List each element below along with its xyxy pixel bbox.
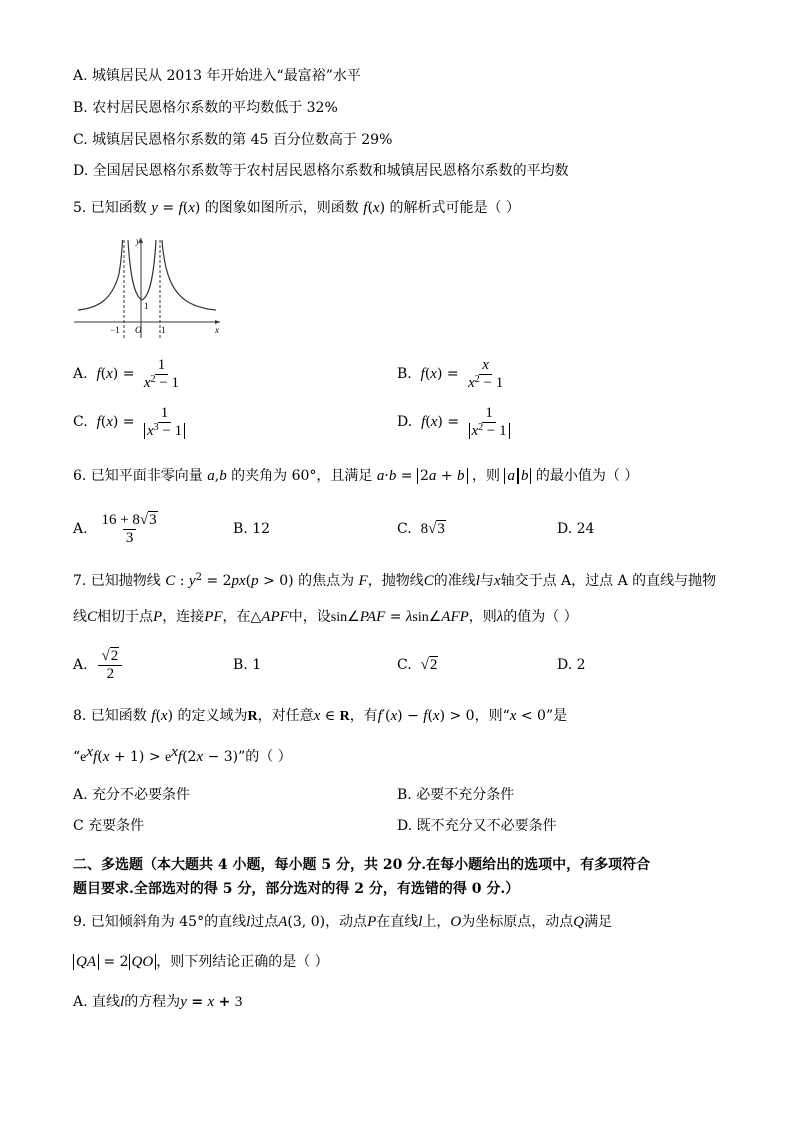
- q7-option-a: A. $\frac{√2}{2}$: [73, 643, 124, 687]
- q7-stem-line1: 7. 已知抛物线 C : $y^2 = 2px(p > 0)$ 的焦点为 F，抛物线C的准线l与x轴交于点 A，过点 A 的直线与抛物: [73, 572, 717, 589]
- q6-option-d: D. 24: [557, 521, 595, 537]
- graph-label-one-x: 1: [161, 325, 166, 335]
- q8-stem-line1: 8. 已知函数 f(x) 的定义域为R，对任意x ∈ R，有f′(x) − f(x) > 0，则“x < 0”是: [73, 708, 568, 724]
- graph-label-origin: O: [135, 325, 142, 335]
- q6-option-b: B. 12: [233, 521, 271, 537]
- q4-option-d: D. 全国居民恩格尔系数等于农村居民恩格尔系数和城镇居民恩格尔系数的平均数: [73, 163, 569, 179]
- q5-option-d: D. f(x) = $\frac{1}{x^2 - 1}$: [397, 402, 515, 442]
- section2-heading-line1: 二、多选题（本大题共 4 小题，每小题 5 分，共 20 分.在每小题给出的选项中，有多项符合: [73, 857, 651, 873]
- q4-option-c: C. 城镇居民恩格尔系数的第 45 百分位数高于 29%: [73, 132, 393, 148]
- section2-heading-line2: 题目要求.全部选对的得 5 分，部分选对的得 2 分，有选错的得 0 分.）: [73, 881, 520, 897]
- q9-stem-line2: QA = 2 QO ，则下列结论正确的是（ ）: [73, 952, 329, 972]
- q4-option-b: B. 农村居民恩格尔系数的平均数低于 32%: [73, 100, 338, 116]
- q8-option-d: D. 既不充分又不必要条件: [397, 818, 557, 834]
- q4-option-a: A. 城镇居民从 2013 年开始进入“最富裕”水平: [73, 68, 361, 84]
- q6-option-c: C. 8√3: [397, 521, 445, 537]
- graph-label-one-y: 1: [144, 301, 149, 311]
- q5-option-b: B. f(x) = $\frac{x}{x^2 - 1}$: [397, 356, 504, 391]
- q6-stem: 6. 已知平面非零向量 a,b 的夹角为 60°，且满足 a·b = 2a + b ，则 a b 的最小值为（ ）: [73, 468, 639, 484]
- q5-option-c: C. f(x) = $\frac{1}{x^3 - 1}$: [73, 402, 190, 442]
- q9-option-a: A. 直线l的方程为y = x + 3: [73, 994, 243, 1010]
- q6-option-a: A. $\frac{16 + 8√3}{3}$: [73, 511, 157, 546]
- q7-option-b: B. 1: [233, 657, 262, 673]
- q8-option-c: C 充要条件: [73, 818, 145, 834]
- q7-option-d: D. 2: [557, 657, 586, 673]
- graph-label-y: y: [136, 236, 140, 246]
- q9-stem-line1: 9. 已知倾斜角为 45°的直线l过点A(3, 0)，动点P在直线l上，O为坐标原点，动点Q满足: [73, 914, 613, 930]
- q5-stem: 5. 已知函数 y = f(x) 的图象如图所示，则函数 f(x) 的解析式可能是（ ）: [73, 200, 520, 216]
- q5-option-a: A. f(x) = $\frac{1}{x^2 - 1}$: [73, 356, 180, 391]
- q7-stem-line2: 线C相切于点P，连接PF，在△APF中，设sin∠PAF = λsin∠AFP，则λ的值为（ ）: [73, 609, 578, 625]
- q5-function-graph: [72, 234, 224, 340]
- q7-option-c: C. √2: [397, 657, 438, 673]
- graph-label-x: x: [215, 325, 219, 335]
- q8-option-b: B. 必要不充分条件: [397, 787, 515, 803]
- q8-stem-line2: “$e^xf(x + 1) > e^xf(2x - 3)$”的（ ）: [73, 744, 292, 765]
- graph-label-neg1: −1: [110, 325, 120, 335]
- q8-option-a: A. 充分不必要条件: [73, 787, 191, 803]
